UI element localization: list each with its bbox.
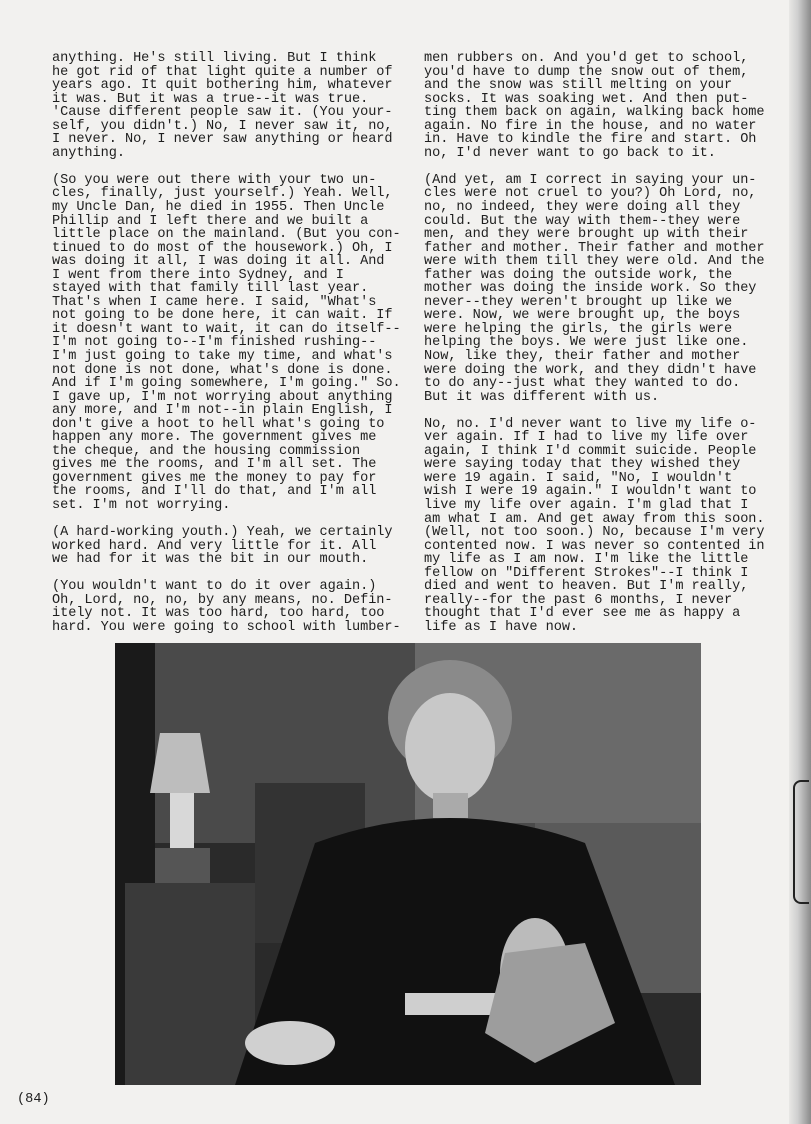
text-line: little place on the mainland. (But you con- <box>52 227 401 243</box>
text-line: I'm just going to take my time, and what's <box>52 348 393 364</box>
text-line: (A hard-working youth.) Yeah, we certainly <box>52 525 393 541</box>
text-line: helping the boys. We were just like one. <box>424 335 749 351</box>
text-line: ver again. If I had to live my life over <box>424 430 749 446</box>
text-column-right <box>424 52 765 648</box>
text-line: died and went to heaven. But I'm really, <box>424 579 749 595</box>
text-line: the rooms, and I'll do that, and I'm all <box>52 484 377 500</box>
text-line: men rubbers on. And you'd get to school, <box>424 51 749 66</box>
text-line: No, no. I'd never want to live my life o- <box>424 416 757 432</box>
text-line: no, no indeed, they were doing all they <box>424 199 741 215</box>
text-line: men, and they were brought up with their <box>424 227 749 243</box>
text-line: never--they weren't brought up like we <box>424 294 733 310</box>
text-line: were 19 again. I said, "No, I wouldn't <box>424 470 733 486</box>
text-line: was doing it all, I was doing it all. And <box>52 254 385 270</box>
text-line: mother was doing the inside work. So they <box>424 281 757 297</box>
text-line: worked hard. And very little for it. All <box>52 538 377 554</box>
text-line: again, I think I'd commit suicide. People <box>424 443 757 459</box>
text-line: cles were not cruel to you?) Oh Lord, no, <box>424 186 757 202</box>
paragraph <box>52 580 401 634</box>
text-line: fellow on "Different Strokes"--I think I <box>424 565 749 581</box>
text-line: gives me the rooms, and I'm all set. The <box>52 457 377 473</box>
text-line: could. But the way with them--they were <box>424 213 741 229</box>
text-line: years ago. It quit bothering him, whatever <box>52 78 393 94</box>
text-line: anything. He's still living. But I think <box>52 51 377 66</box>
text-line: I went from there into Sydney, and I <box>52 267 344 283</box>
page-number: (84) <box>17 1092 50 1107</box>
text-line: we had for it was the bit in our mouth. <box>52 552 369 568</box>
paragraph <box>424 174 765 404</box>
text-line: I never. No, I never saw anything or heard <box>52 132 393 148</box>
text-line: it doesn't want to wait, it can do itself-- <box>52 321 401 337</box>
text-line: any more, and I'm not--in plain English, I <box>52 403 393 419</box>
text-line: don't give a hoot to hell what's going to <box>52 416 385 432</box>
paragraph <box>52 52 401 160</box>
text-line: (So you were out there with your two un- <box>52 172 377 188</box>
text-line: cles, finally, just yourself.) Yeah. Well, <box>52 186 393 202</box>
text-line: really--for the past 6 months, I never <box>424 592 733 608</box>
text-line: thought that I'd ever see me as happy a <box>424 606 741 622</box>
text-line: it was. But it was a true--it was true. <box>52 91 369 107</box>
text-line: he got rid of that light quite a number of <box>52 64 393 80</box>
paragraph <box>424 52 765 160</box>
text-line: you'd have to dump the snow out of them, <box>424 64 749 80</box>
text-line: itely not. It was too hard, too hard, too <box>52 606 385 622</box>
text-line: ting them back on again, walking back home <box>424 105 765 121</box>
text-line: live my life over again. I'm glad that I <box>424 497 749 513</box>
text-column-left <box>52 52 401 648</box>
text-line: father and mother. Their father and mother <box>424 240 765 256</box>
text-line: Phillip and I left there and we built a <box>52 213 369 229</box>
text-line: hard. You were going to school with lumber- <box>52 619 401 635</box>
text-line: not going to be done here, it can wait. If <box>52 308 393 324</box>
text-line: father was doing the outside work, the <box>424 267 733 283</box>
text-line: contented now. I was never so contented in <box>424 538 765 554</box>
portrait-photo <box>115 643 701 1085</box>
text-line: tinued to do most of the housework.) Oh, I <box>52 240 393 256</box>
text-line: were saying today that they wished they <box>424 457 741 473</box>
page-edge <box>789 0 811 1124</box>
text-line: set. I'm not worrying. <box>52 498 231 513</box>
text-line: (Well, not too soon.) No, because I'm very <box>424 525 765 541</box>
text-line: socks. It was soaking wet. And then put- <box>424 91 749 107</box>
text-line: my Uncle Dan, he died in 1955. Then Uncle <box>52 199 385 215</box>
text-line: were with them till they were old. And the <box>424 254 765 270</box>
text-line: self, you didn't.) No, I never saw it, no, <box>52 118 393 134</box>
text-line: That's when I came here. I said, "What's <box>52 294 377 310</box>
paragraph <box>52 174 401 513</box>
text-line: wish I were 19 again." I wouldn't want to <box>424 484 757 500</box>
text-line: anything. <box>52 145 125 161</box>
paragraph <box>52 526 401 567</box>
text-line: were helping the girls, the girls were <box>424 321 733 337</box>
text-line: am what I am. And get away from this soon. <box>424 511 765 527</box>
text-line: and the snow was still melting on your <box>424 78 733 94</box>
text-line: 'Cause different people saw it. (You your- <box>52 105 393 121</box>
text-line: And if I'm going somewhere, I'm going." So. <box>52 376 401 392</box>
text-line: I'm not going to--I'm finished rushing-- <box>52 335 377 351</box>
text-line: I gave up, I'm not worrying about anything <box>52 389 393 405</box>
text-line: my life as I am now. I'm like the little <box>424 552 749 568</box>
text-line: were. Now, we were brought up, the boys <box>424 308 741 324</box>
text-line: government gives me the money to pay for <box>52 470 377 486</box>
text-line: no, I'd never want to go back to it. <box>424 145 716 161</box>
text-line: were doing the work, and they didn't have <box>424 362 757 378</box>
text-line: again. No fire in the house, and no water <box>424 118 757 134</box>
text-line: (You wouldn't want to do it over again.) <box>52 579 377 595</box>
text-line: the cheque, and the housing commission <box>52 443 361 459</box>
text-line: (And yet, am I correct in saying your un- <box>424 172 757 188</box>
page-edge-mark <box>793 780 809 904</box>
text-line: happen any more. The government gives me <box>52 430 377 446</box>
text-line: in. Have to kindle the fire and start. Oh <box>424 132 757 148</box>
text-line: not done is not done, what's done is done. <box>52 362 393 378</box>
paragraph <box>424 418 765 635</box>
text-line: Now, like they, their father and mother <box>424 348 741 364</box>
text-line: life as I have now. <box>424 619 579 635</box>
text-line: But it was different with us. <box>424 389 660 405</box>
text-line: to do any--just what they wanted to do. <box>424 376 741 392</box>
text-line: Oh, Lord, no, no, by any means, no. Defin- <box>52 592 393 608</box>
text-line: stayed with that family till last year. <box>52 281 369 297</box>
